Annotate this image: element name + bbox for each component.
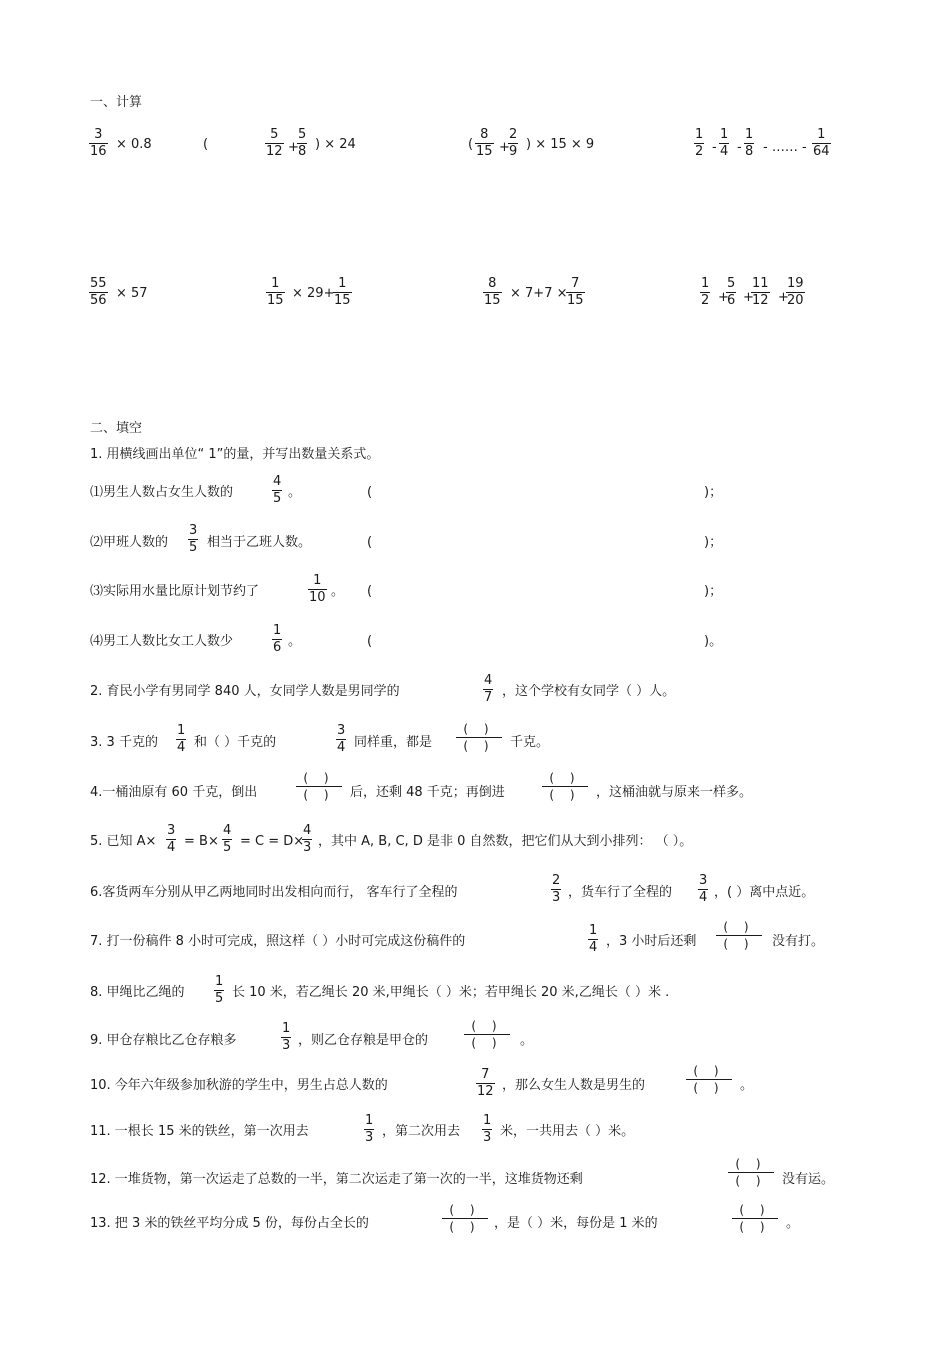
question-text: 3. 3 千克的	[90, 735, 158, 750]
denominator: 4	[720, 144, 729, 159]
paren: (	[468, 137, 474, 152]
question-text: 。	[331, 584, 345, 599]
numerator: 4	[273, 474, 282, 489]
numerator: 1	[271, 276, 280, 291]
denominator: 5	[189, 540, 198, 555]
blank-denominator: ( )	[463, 739, 495, 753]
question-text: 米，一共用去（ ）米。	[500, 1124, 635, 1139]
fraction	[364, 1114, 374, 1145]
fraction	[214, 975, 224, 1006]
denominator: 8	[298, 144, 307, 159]
denominator: 15	[267, 293, 284, 308]
numerator: 1	[273, 623, 282, 638]
blank-numerator: ( )	[739, 1203, 771, 1217]
question-text: 没有打。	[772, 934, 825, 949]
question-text: ，其中 A, B, C, D 是非 0 自然数，把它们从大到小排列： （ ）。	[318, 834, 693, 849]
fraction	[566, 277, 585, 308]
denominator: 4	[337, 740, 346, 755]
question-text: ，3 小时后还剩	[606, 934, 697, 949]
fraction	[483, 674, 493, 705]
denominator: 8	[745, 144, 754, 159]
answer-paren-open[interactable]: (	[367, 485, 373, 500]
fraction	[698, 874, 708, 905]
question-text: 9. 甲仓存粮比乙仓存粮多	[90, 1033, 237, 1048]
blank-fraction[interactable]	[442, 1203, 488, 1234]
fraction	[336, 724, 346, 755]
fraction	[297, 128, 307, 159]
denominator: 15	[484, 293, 501, 308]
question-text: 13. 把 3 米的铁丝平均分成 5 份，每份占全长的	[90, 1216, 369, 1231]
fraction	[89, 277, 108, 308]
denominator: 20	[787, 293, 804, 308]
answer-paren-close: )。	[704, 634, 723, 649]
blank-denominator: ( )	[449, 1220, 481, 1234]
fraction	[333, 277, 352, 308]
numerator: 11	[752, 276, 769, 291]
question-text: 后，还剩 48 千克；再倒进	[350, 785, 505, 800]
question-text: 没有运。	[782, 1172, 835, 1187]
denominator: 15	[334, 293, 351, 308]
question-text: ⑶实际用水量比原计划节约了	[90, 584, 260, 599]
numerator: 5	[270, 127, 279, 142]
denominator: 2	[695, 144, 704, 159]
question-text: 7. 打一份稿件 8 小时可完成，照这样（ ）小时可完成这份稿件的	[90, 934, 466, 949]
fraction	[700, 277, 710, 308]
blank-denominator: ( )	[303, 788, 335, 802]
question-text: 10. 今年六年级参加秋游的学生中，男生占总人数的	[90, 1078, 388, 1093]
denominator: 15	[567, 293, 584, 308]
question-text: ，货车行了全程的	[568, 885, 673, 900]
expression-text: × 7+7 ×	[510, 286, 568, 301]
denominator: 12	[477, 1084, 494, 1099]
answer-paren-open[interactable]: (	[367, 634, 373, 649]
numerator: 1	[177, 723, 186, 738]
fraction	[272, 624, 282, 655]
fraction	[222, 824, 232, 855]
question-text: 相当于乙班人数。	[207, 535, 312, 550]
denominator: 5	[273, 491, 282, 506]
fraction	[281, 1022, 291, 1053]
question-text: 千克。	[510, 735, 550, 750]
fraction	[475, 128, 494, 159]
numerator: 1	[338, 276, 347, 291]
fraction	[588, 924, 598, 955]
numerator: 7	[481, 1067, 490, 1082]
answer-paren-close: )；	[704, 535, 723, 550]
fraction	[302, 824, 312, 855]
question-text: ⑷男工人数比女工人数少	[90, 634, 234, 649]
expression-text: ) × 15 × 9	[526, 137, 595, 152]
denominator: 56	[90, 293, 107, 308]
question-text: 8. 甲绳比乙绳的	[90, 985, 185, 1000]
answer-paren-open[interactable]: (	[367, 584, 373, 599]
blank-fraction[interactable]	[728, 1157, 774, 1188]
denominator: 5	[215, 991, 224, 1006]
numerator: 1	[282, 1021, 291, 1036]
numerator: 4	[484, 673, 493, 688]
denominator: 9	[509, 144, 518, 159]
numerator: 5	[727, 276, 736, 291]
blank-fraction[interactable]	[456, 722, 502, 753]
question-text: 2. 育民小学有男同学 840 人，女同学人数是男同学的	[90, 684, 400, 699]
blank-fraction[interactable]	[542, 771, 588, 802]
fraction	[476, 1068, 495, 1099]
denominator: 4	[177, 740, 186, 755]
numerator: 1	[313, 573, 322, 588]
blank-numerator: ( )	[735, 1157, 767, 1171]
numerator: 8	[480, 127, 489, 142]
operator: +	[288, 140, 299, 155]
numerator: 1	[745, 127, 754, 142]
question-text: 和（ ）千克的	[194, 735, 277, 750]
question-text: 长 10 米，若乙绳长 20 米,甲绳长（ ）米；若甲绳长 20 米,乙绳长（ ）米 .	[232, 985, 670, 1000]
numerator: 1	[589, 923, 598, 938]
fraction	[551, 874, 561, 905]
numerator: 55	[90, 276, 107, 291]
fraction	[508, 128, 518, 159]
fraction	[482, 1114, 492, 1145]
answer-paren-close: )；	[704, 485, 723, 500]
numerator: 4	[223, 823, 232, 838]
paren: (	[203, 137, 209, 152]
operator: -	[712, 140, 717, 155]
blank-numerator: ( )	[471, 1019, 503, 1033]
fraction	[166, 824, 176, 855]
fraction	[744, 128, 754, 159]
numerator: 1	[695, 127, 704, 142]
numerator: 1	[817, 127, 826, 142]
denominator: 5	[223, 840, 232, 855]
fraction	[266, 277, 285, 308]
numerator: 1	[215, 974, 224, 989]
blank-denominator: ( )	[723, 937, 755, 951]
answer-paren-open[interactable]: (	[367, 535, 373, 550]
question-text: ，这个学校有女同学（ ）人。	[502, 684, 676, 699]
section2-title: 二、填空	[90, 421, 143, 436]
operator: +	[718, 290, 729, 305]
blank-fraction[interactable]	[296, 771, 342, 802]
fraction	[265, 128, 284, 159]
denominator: 2	[701, 293, 710, 308]
blank-numerator: ( )	[549, 771, 581, 785]
denominator: 3	[303, 840, 312, 855]
blank-numerator: ( )	[723, 920, 755, 934]
fraction	[308, 574, 327, 605]
fraction	[483, 277, 502, 308]
fraction	[719, 128, 729, 159]
fraction	[188, 524, 198, 555]
fraction	[176, 724, 186, 755]
numerator: 1	[720, 127, 729, 142]
numerator: 7	[571, 276, 580, 291]
denominator: 12	[752, 293, 769, 308]
operator: +	[743, 290, 754, 305]
blank-denominator: ( )	[471, 1036, 503, 1050]
operator: +	[778, 290, 789, 305]
numerator: 1	[701, 276, 710, 291]
operator: +	[499, 140, 510, 155]
numerator: 1	[365, 1113, 374, 1128]
question-text: ，第二次用去	[382, 1124, 461, 1139]
blank-fraction[interactable]	[716, 920, 762, 951]
blank-denominator: ( )	[549, 788, 581, 802]
numerator: 2	[552, 873, 561, 888]
denominator: 4	[589, 940, 598, 955]
question-text: ⑵甲班人数的	[90, 535, 169, 550]
numerator: 1	[483, 1113, 492, 1128]
fraction	[272, 475, 282, 506]
numerator: 8	[488, 276, 497, 291]
denominator: 3	[282, 1038, 291, 1053]
denominator: 16	[90, 144, 107, 159]
numerator: 3	[189, 523, 198, 538]
numerator: 3	[94, 127, 103, 142]
operator: - …… -	[763, 140, 807, 155]
question-text: 。	[288, 485, 302, 500]
denominator: 10	[309, 590, 326, 605]
question-text: 4.一桶油原有 60 千克，倒出	[90, 785, 258, 800]
denominator: 15	[476, 144, 493, 159]
blank-fraction[interactable]	[686, 1064, 732, 1095]
question-text: 。	[288, 634, 302, 649]
operator: -	[737, 140, 742, 155]
denominator: 7	[484, 690, 493, 705]
expression-text: × 29+	[292, 286, 335, 301]
question-text: 5. 已知 A×	[90, 834, 157, 849]
fraction	[726, 277, 736, 308]
question-text: = B×	[184, 834, 219, 849]
blank-numerator: ( )	[463, 722, 495, 736]
question-text: 11. 一根长 15 米的铁丝，第一次用去	[90, 1124, 309, 1139]
fraction	[812, 128, 831, 159]
numerator: 5	[298, 127, 307, 142]
denominator: 4	[699, 890, 708, 905]
numerator: 3	[699, 873, 708, 888]
numerator: 2	[509, 127, 518, 142]
blank-denominator: ( )	[735, 1174, 767, 1188]
numerator: 19	[787, 276, 804, 291]
denominator: 12	[266, 144, 283, 159]
blank-fraction[interactable]	[464, 1019, 510, 1050]
question-text: 6.客货两车分别从甲乙两地同时出发相向而行， 客车行了全程的	[90, 885, 458, 900]
question-text: 。	[740, 1078, 754, 1093]
fraction	[694, 128, 704, 159]
question-text: ，这桶油就与原来一样多。	[596, 785, 753, 800]
blank-fraction[interactable]	[732, 1203, 778, 1234]
numerator: 3	[337, 723, 346, 738]
denominator: 4	[167, 840, 176, 855]
question-text: 。	[786, 1216, 800, 1231]
section1-title: 一、计算	[90, 95, 143, 110]
question-1: 1. 用横线画出单位“ 1”的量，并写出数量关系式。	[90, 447, 380, 462]
blank-numerator: ( )	[303, 771, 335, 785]
denominator: 3	[365, 1130, 374, 1145]
question-text: ⑴男生人数占女生人数的	[90, 485, 234, 500]
answer-paren-close: )；	[704, 584, 723, 599]
denominator: 3	[552, 890, 561, 905]
fraction	[786, 277, 805, 308]
question-text: 12. 一堆货物，第一次运走了总数的一半，第二次运走了第一次的一半，这堆货物还剩	[90, 1172, 583, 1187]
expression-text: ) × 24	[315, 137, 356, 152]
blank-denominator: ( )	[739, 1220, 771, 1234]
denominator: 6	[727, 293, 736, 308]
question-text: ，那么女生人数是男生的	[502, 1078, 646, 1093]
numerator: 3	[167, 823, 176, 838]
denominator: 3	[483, 1130, 492, 1145]
question-text: 。	[520, 1033, 534, 1048]
fraction	[89, 128, 108, 159]
question-text: ，则乙仓存粮是甲仓的	[298, 1033, 429, 1048]
question-text: = C = D×	[240, 834, 305, 849]
denominator: 64	[813, 144, 830, 159]
blank-numerator: ( )	[693, 1064, 725, 1078]
denominator: 6	[273, 640, 282, 655]
expression-text: × 0.8	[116, 137, 152, 152]
blank-numerator: ( )	[449, 1203, 481, 1217]
numerator: 4	[303, 823, 312, 838]
fraction	[751, 277, 770, 308]
question-text: ，是（ ）米，每份是 1 米的	[494, 1216, 658, 1231]
question-text: 同样重，都是	[354, 735, 433, 750]
question-text: ，( ）离中点近。	[714, 885, 815, 900]
blank-denominator: ( )	[693, 1081, 725, 1095]
expression-text: × 57	[116, 286, 148, 301]
